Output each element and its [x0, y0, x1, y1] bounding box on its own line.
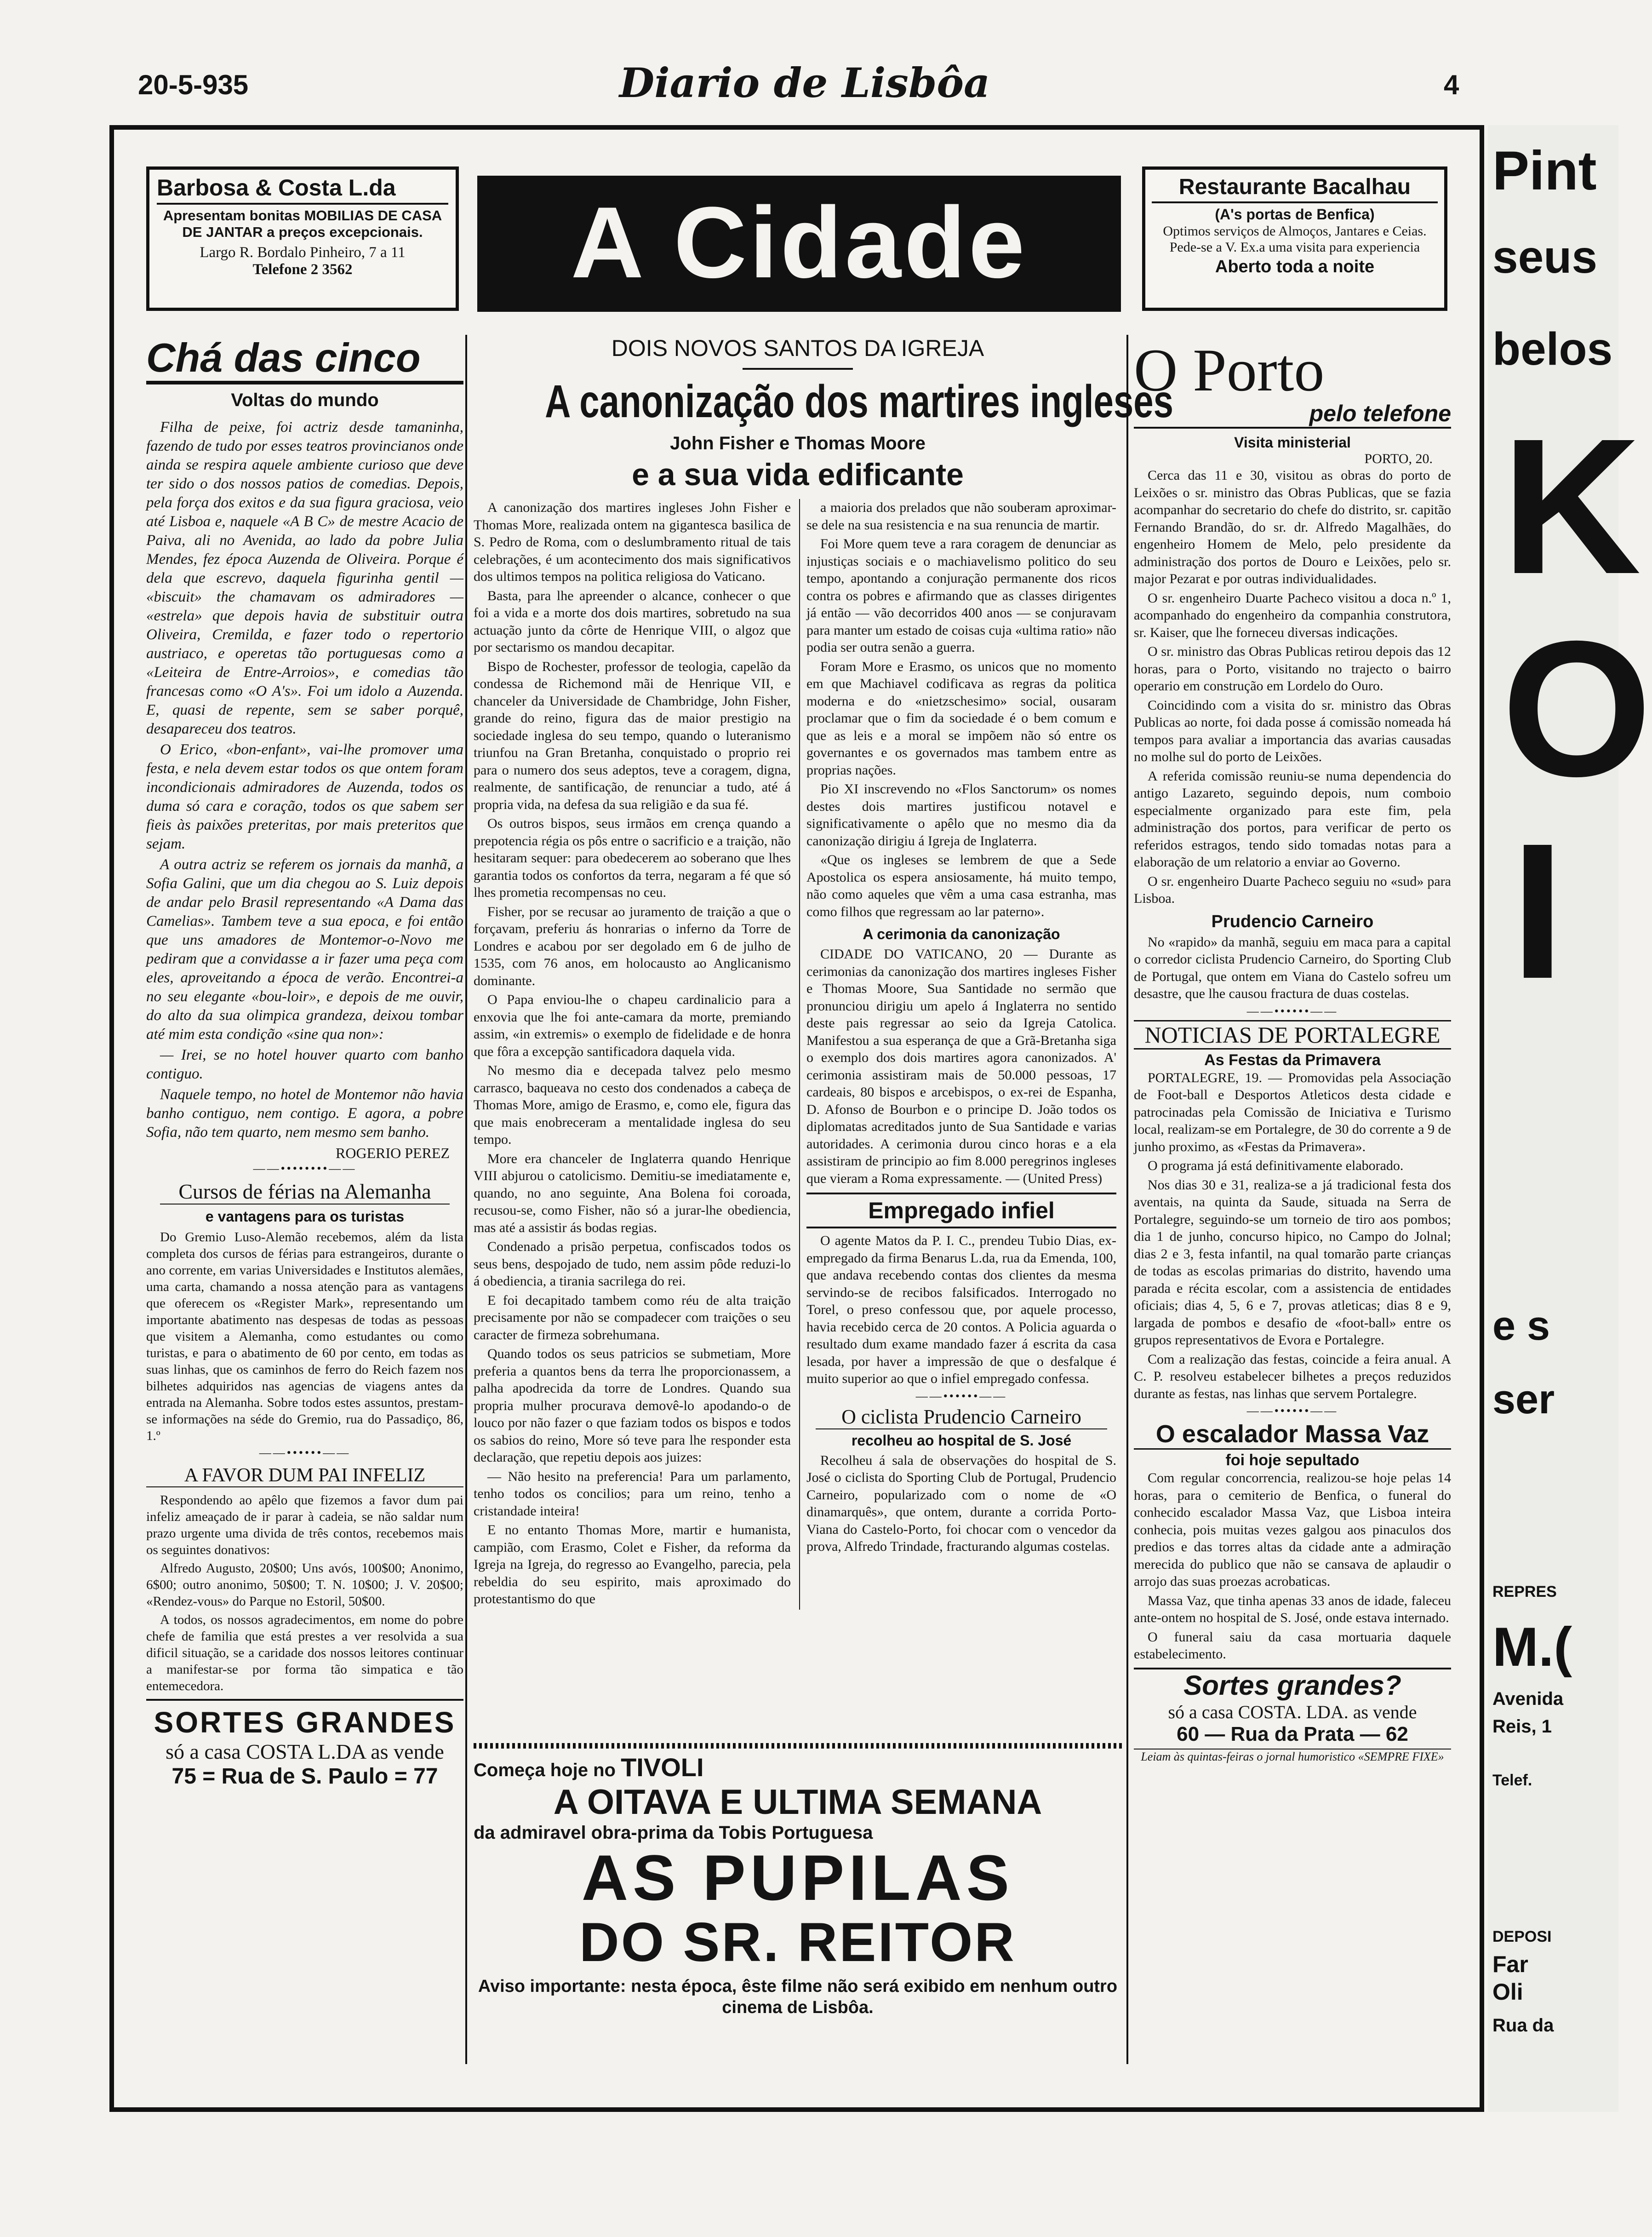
canon-title: A canonização dos martires ingleses: [545, 376, 1174, 427]
edge-text: DEPOSI: [1492, 1928, 1552, 1945]
porto-paragraph: O sr. engenheiro Duarte Pacheco visitou a doca n.º 1, acompanhado do engenheiro da companhia construtora, sr. Kaiser, que lhe forneceu diversas indicações.: [1134, 590, 1451, 640]
canon-paragraph: E foi decapitado tambem como réu de alta traição precisamente por não se compadecer com traições o seu caracter de firmeza sobrehumana.: [474, 1292, 791, 1342]
divider: ——••••••——: [259, 1446, 351, 1459]
ceremony-text: CIDADE DO VATICANO, 20 — Durante as cerimonias da canonização dos martires ingleses Fisher e Thomas Moore, Sua Santidade no sermão que pronunciou dirigiu um apelo á Inglaterra no sentido deste pais regressar ao seio da Igreja Catolica. Manifestou a sua esperança de que a Grã-Bretanha siga o exemplo dos dois martires agora canonizados. A' cerimonia assistiram mais de 50.000 pessoas, 17 cardeais, 80 bispos e arcebispos, o ex-rei de Espanha, D. Afonso de Bourbon e o principe D. João todos os diplomatas acreditados junto de Sua Santidade e varias autoridades. A cerimonia durou cinco horas e a ela assistiram de principio ao fim 8.000 peregrinos ingleses que vieram a Roma expressamente. — (United Press): [806, 946, 1116, 1186]
canon-right-column: [799, 499, 1116, 1610]
edge-text: Pint: [1492, 140, 1597, 201]
ciclista-text: Recolheu á sala de observações do hospital de S. José o ciclista do Sporting Club de Portugal, Prudencio Carneiro, popularizado com o nome de «O dinamarquês», que ontem, durante a corrida Porto-Viana do Castelo-Porto, foi chocar com o vencedor da prova, Alfredo Trindade, fracturando algumas costelas.: [806, 1452, 1116, 1554]
porto-paragraph: Coincidindo com a visita do sr. ministro das Obras Publicas ao norte, foi dada posse á comissão nomeada há tempos para avaliar a importancia das avarias causadas no molhe sul do porto de Leixões.: [1134, 697, 1451, 764]
page-number: 4: [1444, 69, 1459, 100]
porto-dateline: PORTO, 20.: [1364, 451, 1433, 466]
edge-text: ser: [1492, 1377, 1555, 1423]
canon-paragraph: — Não hesito na preferencia! Para um parlamento, tenho todos os concilios; para um reino, tenho a cristandade inteira!: [474, 1468, 791, 1519]
edge-text: I: [1511, 803, 1565, 1019]
canon-paragraph: a maioria dos prelados que não souberam aproximar-se dele na sua resistencia e na sua renuncia de martir.: [806, 500, 1116, 533]
canon-kicker: DOIS NOVOS SANTOS DA IGREJA: [611, 335, 984, 361]
adjacent-page-edge: [1488, 125, 1652, 2112]
right-column: [1134, 336, 1451, 2088]
tivoli-notice: Aviso importante: nesta época, êste filme não será exibido em nenhum outro cinema de Lisbôa.: [478, 1977, 1118, 2017]
tivoli-week: A OITAVA E ULTIMA SEMANA: [553, 1783, 1042, 1822]
cha-article: [146, 418, 463, 1142]
porto-heading-2: Prudencio Carneiro: [1211, 912, 1374, 931]
ad-restaurant-text: Optimos serviços de Almoços, Jantares e Ceias. Pede-se a V. Ex.a uma visita para experiencia: [1163, 224, 1427, 255]
divider: ——••••••——: [1246, 1004, 1338, 1018]
edge-text: Rua da: [1492, 2015, 1554, 2036]
favor-title: A FAVOR DUM PAI INFELIZ: [146, 1464, 463, 1487]
canon-paragraph: More era chanceler de Inglaterra quando Henrique VIII abjurou o catolicismo. Demitiu-se imediatamente e, quando, no ano seguinte, Ana Bolena foi coroada, recusou-se, como Fisher, não só a jurar-lhe obediencia, mas até a assistir ás bodas regias.: [474, 1151, 791, 1235]
canon-paragraph: Foi More quem teve a rara coragem de denunciar as injustiças sociais e o machiavelismo politico do seu tempo, apontando a conjuração permanente dos ricos contra os pobres e afirmando que as classes dirigentes já então — vão decorridos 400 anos — se conjuravam para manter um estado de coisas cuja «ultima ratio» não podia ser outra senão a guerra.: [806, 536, 1116, 655]
massa-subtitle: foi hoje sepultado: [1225, 1451, 1360, 1469]
divider: ——••••••——: [1246, 1404, 1338, 1417]
sortes-left-title: SORTES GRANDES: [154, 1706, 456, 1739]
sortes-left-line: só a casa COSTA L.DA as vende: [166, 1740, 444, 1763]
empregado-title: Empregado infiel: [868, 1198, 1055, 1223]
portalegre-paragraph: Nos dias 30 e 31, realiza-se a já tradicional festa dos aventais, na quinta da Saude, situada na Serra de Portalegre, seguindo-se um torneio de tiro aos pombos; dia 1 de junho, concurso hipico, no Campo do Jolnal; dias 2 e 3, festa infantil, na qual tomarão parte crianças de todas as escolas primarias do distrito, havendo uma parada e récita escolar, com a assistencia de entidades oficiais; dias 4, 5, 6 e 7, provas atleticas; dias 8 e 9, largada de pombos e desafio de «foot-ball» entre os grupos representativos de Evora e Portalegre.: [1134, 1177, 1451, 1348]
ad-barbosa-address: Largo R. Bordalo Pinheiro, 7 a 11: [200, 244, 406, 261]
favor-text: Respondendo ao apêlo que fizemos a favor dum pai infeliz ameaçado de ir parar à cadeia, se não saldar num prazo urgente uma divida de três contos, recebemos mais os seguintes donativos:: [146, 1493, 463, 1557]
ciclista-title: O ciclista Prudencio Carneiro: [816, 1405, 1107, 1429]
column-rule: [1126, 335, 1128, 2064]
portalegre-subtitle: As Festas da Primavera: [1204, 1051, 1381, 1069]
sortes-right-address: 60 — Rua da Prata — 62: [1177, 1722, 1408, 1745]
edge-text: Far: [1492, 1951, 1528, 1977]
massa-paragraph: Massa Vaz, que tinha apenas 33 anos de idade, faleceu ante-ontem no hospital de S. José, onde estava internado.: [1134, 1593, 1451, 1625]
edge-text: Oli: [1492, 1979, 1523, 2005]
empregado-text: O agente Matos da P. I. C., prendeu Tubio Dias, ex-empregado da firma Benarus L.da, rua da Emenda, 100, que andava recebendo contas dos clientes da mesma servindo-se de recibos falsificados. Interrogado no Torel, o preso confessou que, por aquele processo, havia recebido cerca de 20 contos. A Policia aguarda o resultado dum exame mandado fazer á escrita da casa lesada, por haver a impressão de que o desfalque é muito superior ao que o infiel empregado confessa.: [806, 1233, 1116, 1386]
canon-paragraph: Os outros bispos, seus irmãos em crença quando a prepotencia régia os pôs entre o sacrificio e a traição, não hesitaram sequer: para obedecerem ao soberano que lhes garantia todos os confortos da terra, negaram a fé que só lhes prometia recompensas no ceu.: [474, 816, 791, 900]
cha-title: Chá das cinco: [146, 335, 463, 384]
edge-text: O: [1502, 601, 1652, 817]
ad-barbosa-name: Barbosa & Costa L.da: [157, 174, 448, 205]
cha-paragraph: O Erico, «bon-enfant», vai-lhe promover uma festa, e nela devem estar todos os que ontem foram incondicionais admiradores de Auzenda, todos os duma só cara e coração, todos os que sabem ser fieis às paixões preteritas, por mais preteritos que sejam.: [146, 741, 463, 852]
ad-barbosa-costa: [146, 166, 459, 311]
canon-paragraph: «Que os ingleses se lembrem de que a Sede Apostolica os espera ansiosamente, há muito tempo, não como aqueles que vêm a uma casa estranha, mas como filhos que regressam ao lar paterno».: [806, 852, 1116, 919]
porto-heading: Visita ministerial: [1234, 434, 1351, 451]
canon-paragraph: E no entanto Thomas More, martir e humanista, campião, com Erasmo, Colet e Fisher, da reforma da Igreja na Igreja, do regresso ao Evangelho, parecia, pela rebeldia do seu espirito, mais aproximado do protestantismo do que: [474, 1522, 791, 1606]
divider: ——••••••••——: [253, 1162, 357, 1175]
canon-paragraph: Condenado a prisão perpetua, confiscados todos os seus bens, despojado de tudo, nem assim pôde reduzi-lo á obediencia, a tirania sacrilega do rei.: [474, 1239, 791, 1289]
edge-text: seus: [1492, 231, 1597, 283]
cha-author: ROGERIO PEREZ: [336, 1145, 450, 1161]
favor-text: A todos, os nossos agradecimentos, em nome do pobre chefe de familia que está prestes a ver resolvida a sua dificil situação, se a caridade dos nossos leitores continuar a manifestar-se por forma tão simpatica e tão entemecedora.: [146, 1612, 463, 1693]
cha-paragraph: A outra actriz se referem os jornais da manhã, a Sofia Galini, que um dia chegou ao S. Luiz depois de andar pelo Brasil representando «A Dama das Camelias». Tambem teve a sua epoca, e foi então que uns amadores de Montemor-o-Novo me pediram que a convidasse a ir fazer uma peça com eles, aproveitando a época de verão. Encontrei-a no seu elegante «bou-loir», e depois de me ouvir, do alto da sua olimpica grandeza, deixou tombar até mim esta condição «sine qua non»:: [146, 856, 463, 1043]
cha-paragraph: Naquele tempo, no hotel de Montemor não havia banho contiguo, nem contigo. E agora, a pobre Sofia, não tem quarto, nem mesmo sem banho.: [146, 1086, 463, 1141]
sortes-right-line: só a casa COSTA. LDA. as vende: [1168, 1701, 1417, 1722]
edge-text: Reis, 1: [1492, 1716, 1552, 1737]
cha-paragraph: Filha de peixe, foi actriz desde tamaninha, fazendo de tudo por esses teatros provincianos onde ainda se respira aquele ambiente curioso que deve ter sido o dos nossos patios de comedias. Depois, pela força dos exitos e da sua figura graciosa, veio até Lisboa e, naquele «A B C» de mestre Acacio de Paiva, ali no Avenida, ao lado da pobre Julia Mendes, fez época Auzenda de Oliveira. Porque é dela que escrevo, daquela figurinha gentil — «biscuit» the chamavam os admiradores — «estrela» que depois havia de substituir outra Oliveira, Cremilda, e fazer todo o repertorio austriaco, e operetas tão portuguesas como a «Leiteira de Entre-Arroios», e comedias tão francesas como «O A's». Foi um idolo a Auzenda. E, quasi de repente, sem se saber porquê, desapareceu dos teatros.: [146, 419, 463, 737]
edge-text: belos: [1492, 323, 1613, 375]
tivoli-line1a: Começa hoje no: [474, 1760, 616, 1780]
canon-paragraph: Quando todos os seus patricios se submetiam, More preferia a quantos bens da terra lhe proporcionassem, a palha apodrecida da torre de Londres. Quando sua propria mulher procurava demovê-lo apodando-o de louco por não fazer o que faziam todos os bispos e todos os sabios do reino, More só teve para lhe responder esta declaração, que repetiu depois aos juizes:: [474, 1346, 791, 1465]
column-rule: [465, 335, 467, 2064]
tivoli-film-title-1: AS PUPILAS: [581, 1841, 1014, 1914]
portalegre-paragraph: O programa já está definitivamente elaborado.: [1148, 1158, 1404, 1173]
edge-text: K: [1502, 399, 1641, 614]
canon-paragraph: No mesmo dia e decepada talvez pelo mesmo carrasco, baqueava no cesto dos condenados a cabeça de Thomas More, amigo de Erasmo, e, como ele, figura das que mais enobreceram a mentalidade inglesa do seu tempo.: [474, 1063, 791, 1147]
edge-text: Avenida: [1492, 1689, 1564, 1709]
porto-paragraph: No «rapido» da manhã, seguiu em maca para a capital o corredor ciclista Prudencio Carneiro, do Sporting Club de Portugal, que ontem em Viana do Castelo sofreu um desastre, que lhe causou fractura de duas costelas.: [1134, 934, 1451, 1001]
tivoli-line3: da admiravel obra-prima da Tobis Portuguesa: [474, 1823, 873, 1843]
portalegre-title: NOTICIAS DE PORTALEGRE: [1134, 1020, 1451, 1050]
issue-date: 20-5-935: [138, 69, 249, 100]
section-title: A Cidade: [477, 176, 1121, 312]
porto-paragraph: Cerca das 11 e 30, visitou as obras do porto de Leixões o sr. ministro das Obras Publicas, que se fazia acompanhar do secretario do chefe do distrito, sr. capitão Fernando Brandão, do sr. dr. Alfredo Magalhães, do engenheiro Homem de Melo, pelo presidente da administração dos portos de Douro e Leixões, pelo sr. major Pezarat e por outras individualidades.: [1134, 468, 1451, 586]
porto-paragraph: O sr. ministro das Obras Publicas retirou depois das 12 horas, para o Porto, visitando no trajecto o bairro operario em construção em Lordelo do Ouro.: [1134, 644, 1451, 694]
canon-paragraph: Fisher, por se recusar ao juramento de traição a que o forçavam, preferiu ás honrarias o inferno da Torre de Londres e acabou por ser degolado em 6 de julho de 1535, com 76 anos, em holocausto ao Anglicanismo dominante.: [474, 904, 791, 988]
canon-paragraph: O Papa enviou-lhe o chapeu cardinalicio para a enxovia que lhe foi ante-camara da morte, premiando assim, «in extremis» o exemplo de fidelidade e de honra que fôra a excepção santificadora daquela vida.: [474, 992, 791, 1059]
ad-restaurant-name: Restaurante Bacalhau: [1152, 174, 1438, 203]
divider: ——••••••——: [915, 1389, 1007, 1403]
canonization-article: [474, 335, 1174, 1606]
sortes-right-title: Sortes grandes?: [1183, 1669, 1401, 1701]
massa-title: O escalador Massa Vaz: [1134, 1420, 1451, 1450]
ad-barbosa-phone: Telefone 2 3562: [252, 261, 353, 278]
ciclista-subtitle: recolheu ao hospital de S. José: [851, 1432, 1072, 1449]
ad-restaurante-bacalhau: [1142, 166, 1447, 311]
edge-text: e s: [1492, 1303, 1550, 1349]
ad-restaurant-sub: (A's portas de Benfica): [1215, 206, 1375, 223]
cha-paragraph: — Irei, se no hotel houver quarto com banho contiguo.: [146, 1047, 463, 1082]
massa-paragraph: O funeral saiu da casa mortuaria daquele estabelecimento.: [1134, 1629, 1451, 1662]
porto-paragraph: A referida comissão reuniu-se numa dependencia do antigo Lazareto, seguindo depois, num comboio especialmente organizado para este fim, pela administração dos portos, para verificar de perto os referidos estragos, tendo sido tomadas notas para a elaboração de um relatorio a enviar ao Governo.: [1134, 768, 1451, 870]
ceremony-title: A cerimonia da canonização: [863, 926, 1060, 942]
edge-text: REPRES: [1492, 1583, 1557, 1600]
canon-paragraph: Pio XI inscrevendo no «Flos Sanctorum» os nomes destes dois martires justificou notavel e significativamente o apêlo que no mesmo dia da canonização dirigiu á Igreja de Inglaterra.: [806, 781, 1116, 849]
canon-subhead-2: e a sua vida edificante: [632, 457, 964, 492]
masthead: Diario de Lisbôa: [619, 59, 990, 107]
sortes-left-address: 75 = Rua de S. Paulo = 77: [171, 1764, 438, 1789]
ad-border: [474, 1743, 1122, 1749]
sempre-fixe-note: Leiam às quintas-feiras o jornal humoristico «SEMPRE FIXE»: [1134, 1749, 1451, 1764]
cha-subtitle: Voltas do mundo: [231, 390, 379, 410]
canon-subhead-1: John Fisher e Thomas Moore: [670, 433, 926, 453]
porto-subtitle: pelo telefone: [1134, 400, 1451, 429]
edge-text: Telef.: [1492, 1772, 1532, 1789]
canon-paragraph: A canonização dos martires ingleses John Fisher e Thomas More, realizada ontem na gigantesca basilica de S. Pedro de Roma, com o deslumbramento ritual de tais celebrações, é um acontecimento dos mais significativos dos ultimos tempos na politica religiosa do Vaticano.: [474, 500, 791, 584]
porto-paragraph: O sr. engenheiro Duarte Pacheco seguiu no «sud» para Lisboa.: [1134, 873, 1451, 906]
cursos-title: Cursos de férias na Alemanha: [160, 1179, 450, 1205]
favor-text: Alfredo Augusto, 20$00; Uns avós, 100$00; Anonimo, 6$00; outro anonimo, 50$00; T. N. 10$00; J. V. 20$00; «Rendez-vous» do Parque no Estoril, 50$00.: [146, 1561, 463, 1609]
ad-barbosa-text: Apresentam bonitas MOBILIAS DE CASA DE JANTAR a preços excepcionais.: [163, 207, 442, 240]
cursos-text: Do Gremio Luso-Alemão recebemos, além da lista completa dos cursos de férias para estrangeiros, durante o ano corrente, em varias Universidades e Institutos alemães, uma carta, chamando a nossa atenção para as vantagens que oferecem os «Register Mark», representando um importante abatimento nas despesas de todas as pessoas que visitem a Alemanha, como estudantes ou como turistas, e para o abatimento de 60 por cento, em todas as suas linhas, que os caminhos de ferro do Reich fazem nos bilhetes adquiridos nas agencias de viagens antes da entrada na Alemanha. Sobre todos estes assuntos, prestam-se informações na séde do Gremio, rua do Passadiço, 86, 1.º: [146, 1230, 463, 1443]
tivoli-film-title-2: DO SR. REITOR: [579, 1911, 1016, 1973]
portalegre-paragraph: Com a realização das festas, coincide a feira anual. A C. P. resolveu estabelecer bilhetes a preços reduzidos durante as festas, nas linhas que servem Portalegre.: [1134, 1351, 1451, 1401]
canon-paragraph: Foram More e Erasmo, os unicos que no momento em que Machiavel codificava as regras da politica moderna e do «nietzschesimo» social, ousaram proclamar que o fim da sociedade é o bem comum e que as leis e a moral se impõem não só entre os governantes e os governados mas tambem entre as proprias nações.: [806, 659, 1116, 778]
canon-left-column: [474, 499, 791, 1610]
tivoli-ad: [474, 1752, 1122, 2056]
tivoli-venue: TIVOLI: [621, 1753, 704, 1782]
canon-paragraph: Basta, para lhe apreender o alcance, conhecer o que foi a vida e a morte dos dois martires, sobretudo na sua actuação junto da côrte de Henrique VIII, o algoz que por sectarismo os mandou decapitar.: [474, 588, 791, 655]
canon-paragraph: Bispo de Rochester, professor de teologia, capelão da condessa de Richemond mãi de Henrique VII, e chanceler da Universidade de Chambridge, John Fisher, grande do reino, figura das de maior prestigio na sociedade inglesa do seu tempo, quando o luteranismo triunfou na Gran Bretanha, conquistado o proprio rei para o numero dos seus adeptos, teve a coragem, digna, realmente, de santificação, de renunciar a tudo, até á propria vida, na defesa da sua religião e da sua fé.: [474, 659, 791, 812]
left-column: [146, 335, 463, 2082]
massa-paragraph: Com regular concorrencia, realizou-se hoje pelas 14 horas, para o cemiterio de Benfica, o funeral do conhecido escalador Massa Vaz, que Lisboa inteira conhecia, pois muitas vezes galgou aos pinaculos dos predios e das torres altas da cidade ante a admiração merecida do publico que não se cansava de aplaudir o arrojo das suas proezas acrobaticas.: [1134, 1470, 1451, 1589]
cursos-subtitle: e vantagens para os turistas: [205, 1208, 405, 1225]
porto-title: O Porto: [1134, 336, 1325, 404]
portalegre-paragraph: PORTALEGRE, 19. — Promovidas pela Associação de Foot-ball e Desportos Atleticos desta cidade e patrocinadas pela Comissão de Iniciativa e Turismo local, realizam-se em Portalegre, de 30 do corrente a 9 de junho proximo, as «Festas da Primavera».: [1134, 1070, 1451, 1154]
edge-text: M.(: [1492, 1616, 1572, 1678]
ad-restaurant-hours: Aberto toda a noite: [1215, 257, 1375, 276]
